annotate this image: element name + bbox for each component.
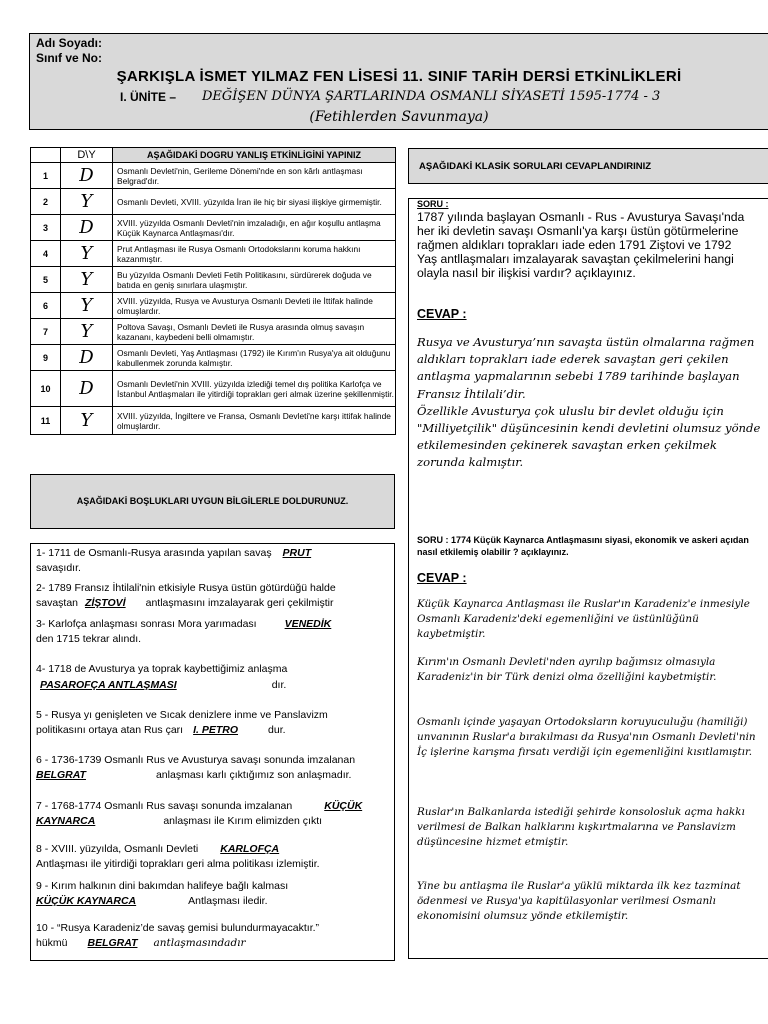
table-row: [31, 293, 396, 319]
fill-item-line: [36, 678, 286, 693]
fill-text: 1- 1711 de Osmanlı-Rusya arasında yapılan savaş: [36, 547, 275, 559]
fill-text: 6 - 1736-1739 Osmanlı Rus ve Avusturya savaşı sonunda imzalanan: [36, 754, 356, 766]
answer-1-paragraph: Özellikle Avusturya çok uluslu bir devlet olduğu için "Milliyetçilik" düşüncesinin kendi devletini olumsuz yönde etkilemesinden çekinerek savaştan erken çekilmek zorunda kalmıştır.: [417, 403, 761, 470]
classic-questions-section: [408, 198, 768, 959]
fill-text: politikasını ortaya atan Rus çarı: [36, 724, 184, 736]
row-number: 9: [31, 345, 61, 371]
unit-label: I. ÜNİTE –: [120, 90, 177, 104]
answer-1-paragraph: Rusya ve Avusturya’nın savaşta üstün olmalarına rağmen aldıkları toprakları iade ederek savaştan geri çekilen antlaşma yapmalarının sebebi 1789 tarihinde başlayan Fransız İhtilali’dir.: [417, 335, 755, 401]
row-statement: Osmanlı Devleti'nin, Gerileme Dönemi'nde en son kârlı antlaşması Belgrad'dır.: [113, 163, 396, 189]
table-row: [31, 319, 396, 345]
row-answer: Y: [61, 407, 113, 435]
name-label: Adı Soyadı:: [36, 36, 103, 50]
fill-text: anlaşması ile Kırım elimizden çıktı: [163, 815, 323, 827]
row-answer: Y: [61, 241, 113, 267]
fill-item-line: [36, 596, 334, 611]
number-header: [31, 148, 61, 163]
worksheet-header: [29, 33, 768, 130]
answer-2-paragraph: Küçük Kaynarca Antlaşması ile Ruslar'ın Karadeniz'e inmesiyle Osmanlı Karadeniz'deki egemenliğini ve üstünlüğünü kaybetmiştir.: [417, 598, 750, 641]
answer-2-label: CEVAP :: [417, 571, 467, 585]
row-statement: Osmanlı Devleti, XVIII. yüzyılda İran ile hiç bir siyasi ilişkiye girmemiştir.: [113, 189, 396, 215]
row-statement: XVIII. yüzyılda, İngiltere ve Fransa, Osmanlı Devleti'ne karşı ittifak halinde olmuşlardır.: [113, 407, 396, 435]
fill-text: Antlaşması ile yitirdiği toprakları geri alma politikası izlemiştir.: [36, 858, 320, 870]
fill-item-line: [36, 546, 311, 561]
row-number: 5: [31, 267, 61, 293]
answer-2-paragraph: Yine bu antlaşma ile Ruslar'a yüklü miktarda ilk kez tazminat ödenmesi ve Rusya'ya kapitülasyonlar verilmesi Osmanlı ekonomisini olumsuz yönde etkilemiştir.: [417, 880, 741, 923]
row-answer: D: [61, 371, 113, 407]
answer-2-paragraph: Kırım'ın Osmanlı Devleti'nden ayrılıp bağımsız olmasıyla Karadeniz'in bir Türk denizi olma özelliğini kaybetmiştir.: [417, 656, 717, 684]
row-number: 6: [31, 293, 61, 319]
fill-answer: PASAROFÇA ANTLAŞMASI: [40, 679, 177, 691]
row-statement: Prut Antlaşması ile Rusya Osmanlı Ortodokslarını koruma hakkını kazanmıştır.: [113, 241, 396, 267]
question-2-text: SORU : 1774 Küçük Kaynarca Antlaşmasını siyasi, ekonomik ve askeri açıdan nasıl etkilemiş olabilir ? açıklayınız.: [417, 535, 749, 557]
answer-2-paragraph: Ruslar'ın Balkanlarda istediği şehirde konsolosluk açma hakkı verilmesi de Balkan halklarını kışkırtmalarına ve Panslavizm düşüncesine hizmet etmiştir.: [417, 806, 745, 849]
row-number: 10: [31, 371, 61, 407]
answer-column-header: D\Y: [61, 148, 113, 163]
fill-item-line: [36, 617, 331, 632]
fill-text: 9 - Kırım halkının dini bakımdan halifeye bağlı kalması: [36, 880, 289, 892]
fill-item-line: [36, 632, 141, 647]
row-number: 3: [31, 215, 61, 241]
fill-item-line: [36, 894, 268, 909]
classic-questions-heading: AŞAĞIDAKİ KLASİK SORULARI CEVAPLANDIRINIZ: [408, 148, 768, 184]
true-false-table: [30, 147, 396, 435]
fill-answer: ZİŞTOVİ: [84, 597, 126, 609]
table-row: [31, 407, 396, 435]
fill-item-line: [36, 723, 286, 738]
fill-item-line: [36, 753, 355, 768]
fill-answer: I. PETRO: [193, 724, 239, 736]
fill-answer: VENEDİK: [284, 618, 332, 630]
fill-text: dır.: [271, 679, 287, 691]
unit-subtitle: (Fetihlerden Savunmaya): [309, 109, 489, 125]
row-statement: Bu yüzyılda Osmanlı Devleti Fetih Politikasını, sürdürerek doğuda ve batıda en geniş sınırlara ulaşmıştır.: [113, 267, 396, 293]
fill-in-section: [30, 543, 395, 961]
question-1-text: 1787 yılında başlayan Osmanlı - Rus - Avusturya Savaşı'nda her iki devletin savaşı Osmanlı'ya karşı üstün götürmelerine rağmen aldıkları toprakları iade eden 1791 Ziştovi ve 1792 Yaş antllaşmaları imzalayarak savaştan çekilmelerini hangi olayla nasıl bir ilişkisi vardır? açıklayınız.: [417, 210, 745, 280]
fill-text: Antlaşması iledir.: [188, 895, 268, 907]
question-1-label: SORU :: [417, 199, 449, 209]
fill-text: antlaşmasındadır: [153, 937, 246, 949]
fill-item-line: [36, 879, 288, 894]
fill-text: 2- 1789 Fransız İhtilali'nin etkisiyle Rusya üstün götürdüğü halde: [36, 582, 336, 594]
row-statement: XVIII. yüzyılda Osmanlı Devleti'nin imzaladığı, en ağır koşullu antlaşma Küçük Kaynarca Antlaşması'dır.: [113, 215, 396, 241]
row-statement: Osmanlı Devleti'nin XVIII. yüzyılda izlediği temel dış politika Karlofça ve İstanbul Antlaşmaları ile yitirdiği toprakları geri almak üzerine şekillenmiştir.: [113, 371, 396, 407]
fill-item-line: [36, 561, 81, 576]
fill-in-heading: AŞAĞIDAKİ BOŞLUKLARI UYGUN BİLGİLERLE DOLDURUNUZ.: [30, 474, 395, 529]
row-number: 4: [31, 241, 61, 267]
class-label: Sınıf ve No:: [36, 51, 103, 65]
fill-item-line: [36, 936, 246, 951]
fill-text: anlaşması karlı çıktığımız son anlaşmadır.: [155, 769, 352, 781]
table-row: [31, 345, 396, 371]
table-row: [31, 267, 396, 293]
fill-text: savaştan: [36, 597, 81, 609]
table-row: [31, 163, 396, 189]
row-answer: Y: [61, 267, 113, 293]
row-answer: D: [61, 163, 113, 189]
row-number: 11: [31, 407, 61, 435]
row-answer: Y: [61, 319, 113, 345]
table-row: [31, 241, 396, 267]
row-statement: Poltova Savaşı, Osmanlı Devleti ile Rusya arasında olmuş savaşın kazananı, kaybedeni belli olmamıştır.: [113, 319, 396, 345]
fill-item-line: [36, 708, 328, 723]
fill-text: 8 - XVIII. yüzyılda, Osmanlı Devleti: [36, 843, 199, 855]
fill-text: antlaşmasını imzalayarak geri çekilmiştir: [145, 597, 334, 609]
fill-answer: KARLOFÇA: [220, 843, 280, 855]
fill-answer: KÜÇÜK: [324, 800, 363, 812]
fill-item-line: [36, 768, 351, 783]
fill-item-line: [36, 799, 362, 814]
fill-text: dur.: [268, 724, 286, 736]
fill-text: 10 - “Rusya Karadeniz’de savaş gemisi bulundurmayacaktır.”: [36, 922, 320, 934]
fill-item-line: [36, 857, 320, 872]
fill-text: den 1715 tekrar alındı.: [36, 633, 142, 645]
row-answer: Y: [61, 189, 113, 215]
row-answer: D: [61, 215, 113, 241]
fill-text: 3- Karlofça anlaşması sonrası Mora yarımadası: [36, 618, 257, 630]
table-row: [31, 371, 396, 407]
fill-text: hükmü: [36, 937, 68, 949]
table-row: [31, 215, 396, 241]
row-answer: Y: [61, 293, 113, 319]
school-title: ŞARKIŞLA İSMET YILMAZ FEN LİSESİ 11. SINIF TARİH DERSİ ETKİNLİKLERİ: [116, 68, 682, 85]
fill-item-line: [36, 921, 319, 936]
fill-answer: KAYNARCA: [36, 815, 96, 827]
answer-2-paragraph: Osmanlı içinde yaşayan Ortodoksların koruyuculuğu (hamiliği) unvanının Ruslar'a bırakılması da Rusya'nın Osmanlı Devleti'nin İç işlerine karışma fırsatı verdiği için egemenliğini kısıtlamıştır.: [417, 716, 756, 759]
fill-answer: BELGRAT: [36, 769, 86, 781]
fill-text: 5 - Rusya yı genişleten ve Sıcak denizlere inme ve Panslavizm: [36, 709, 328, 721]
row-statement: Osmanlı Devleti, Yaş Antlaşması (1792) ile Kırım'ın Rusya'ya ait olduğunu kabullenmek zorunda kalmıştır.: [113, 345, 396, 371]
fill-item-line: [36, 581, 336, 596]
fill-text: 4- 1718 de Avusturya ya toprak kaybettiğimiz anlaşma: [36, 663, 288, 675]
unit-title: DEĞİŞEN DÜNYA ŞARTLARINDA OSMANLI SİYASETİ 1595-1774 - 3: [202, 89, 661, 104]
fill-item-line: [36, 662, 287, 677]
table-title: AŞAĞIDAKİ DOGRU YANLIŞ ETKİNLİGİNİ YAPINIZ: [113, 148, 396, 163]
table-row: [31, 189, 396, 215]
row-answer: D: [61, 345, 113, 371]
row-number: 7: [31, 319, 61, 345]
fill-answer: BELGRAT: [87, 937, 138, 949]
answer-1-text: [417, 334, 762, 472]
fill-answer: PRUT: [282, 547, 312, 559]
row-number: 2: [31, 189, 61, 215]
fill-answer: KÜÇÜK KAYNARCA: [36, 895, 137, 907]
row-statement: XVIII. yüzyılda, Rusya ve Avusturya Osmanlı Devleti ile İttifak halinde olmuşlardır.: [113, 293, 396, 319]
fill-text: savaşıdır.: [36, 562, 81, 574]
fill-text: 7 - 1768-1774 Osmanlı Rus savaşı sonunda imzalanan: [36, 800, 293, 812]
answer-1-label: CEVAP :: [417, 307, 467, 321]
row-number: 1: [31, 163, 61, 189]
fill-item-line: [36, 814, 322, 829]
fill-item-line: [36, 842, 279, 857]
